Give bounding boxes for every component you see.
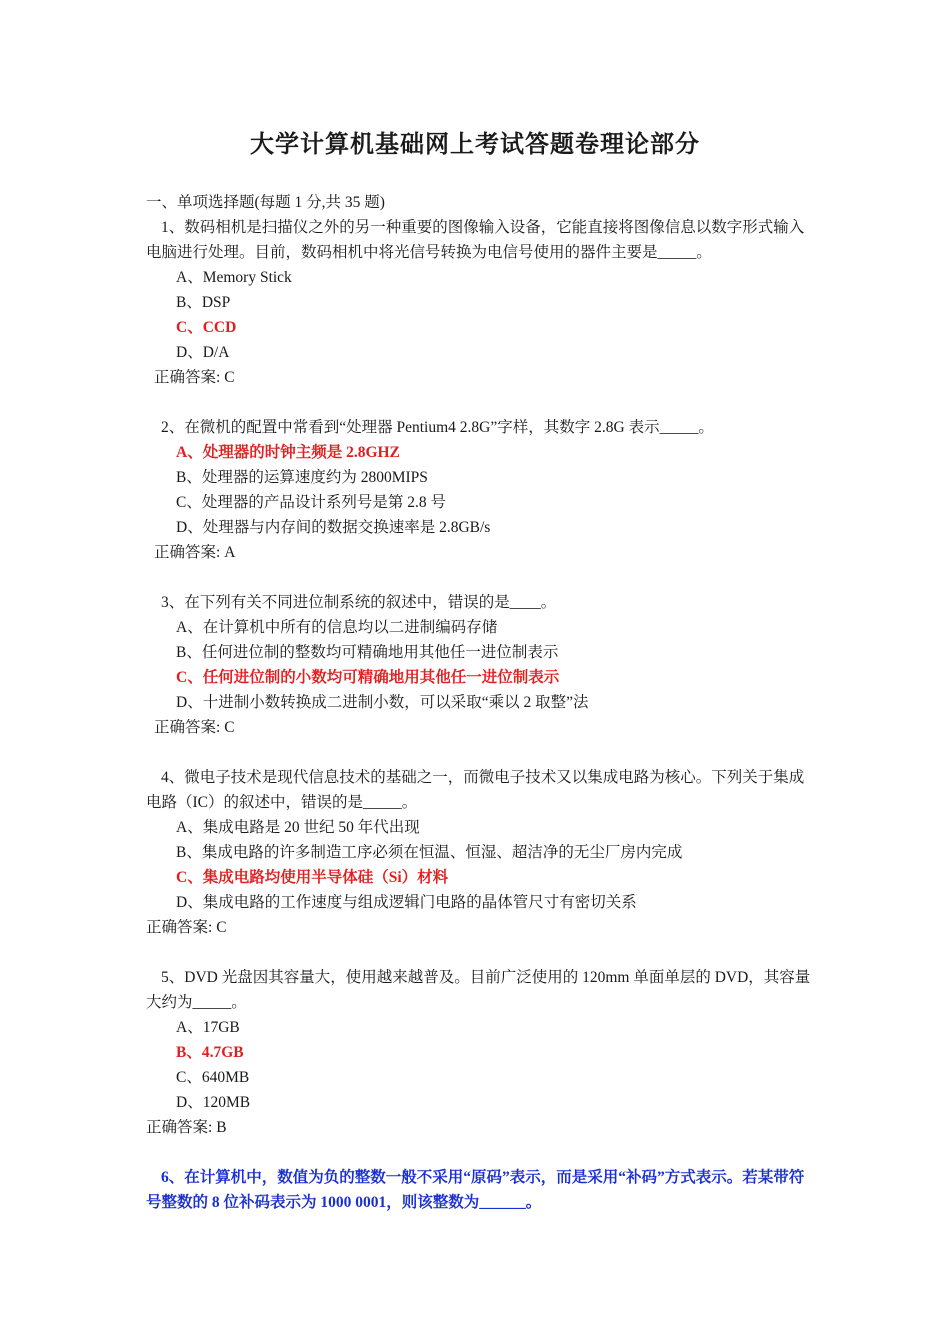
correct-answer xyxy=(146,540,811,565)
option-a-correct: A、处理器的时钟主频是 2.8GHZ xyxy=(176,444,400,461)
question-3 xyxy=(146,590,811,740)
option-c: C、处理器的产品设计系列号是第 2.8 号 xyxy=(176,494,446,511)
correct-answer xyxy=(146,365,811,390)
question-text: 4、微电子技术是现代信息技术的基础之一，而微电子技术又以集成电路为核心。下列关于集成电路（IC）的叙述中，错误的是_____。 xyxy=(146,769,805,811)
option-c: C、640MB xyxy=(176,1069,250,1086)
answer-prefix: 正确答案: xyxy=(154,369,225,386)
question-2 xyxy=(146,415,811,565)
option-d: D、集成电路的工作速度与组成逻辑门电路的晶体管尺寸有密切关系 xyxy=(176,894,637,911)
question-4 xyxy=(146,765,811,940)
option-c-correct: C、集成电路均使用半导体硅（Si）材料 xyxy=(176,869,449,886)
correct-answer xyxy=(146,715,811,740)
question-text: 3、在下列有关不同进位制系统的叙述中，错误的是____。 xyxy=(161,594,557,611)
answer-value: A xyxy=(224,544,236,561)
option-b: B、DSP xyxy=(176,294,231,311)
question-text: 5、DVD 光盘因其容量大，使用越来越普及。目前广泛使用的 120mm 单面单层的 DVD，其容量大约为_____。 xyxy=(146,969,811,1011)
question-5 xyxy=(146,965,811,1140)
correct-answer xyxy=(146,915,811,940)
answer-prefix: 正确答案: xyxy=(146,919,217,936)
question-text: 2、在微机的配置中常看到“处理器 Pentium4 2.8G”字样，其数字 2.8G 表示_____。 xyxy=(161,419,714,436)
option-a: A、Memory Stick xyxy=(176,269,292,286)
option-d: D、十进制小数转换成二进制小数，可以采取“乘以 2 取整”法 xyxy=(176,694,589,711)
correct-answer xyxy=(146,1115,811,1140)
section-heading: 一、单项选择题(每题 1 分,共 35 题) xyxy=(146,194,385,211)
answer-prefix: 正确答案: xyxy=(146,1119,217,1136)
answer-prefix: 正确答案: xyxy=(154,544,225,561)
option-d: D、120MB xyxy=(176,1094,251,1111)
option-b: B、任何进位制的整数均可精确地用其他任一进位制表示 xyxy=(176,644,559,661)
answer-prefix: 正确答案: xyxy=(154,719,225,736)
question-1 xyxy=(146,215,811,390)
exam-content xyxy=(146,190,811,1215)
page-title: 大学计算机基础网上考试答题卷理论部分 xyxy=(250,132,700,158)
question-text: 1、数码相机是扫描仪之外的另一种重要的图像输入设备，它能直接将图像信息以数字形式输入电脑进行处理。目前，数码相机中将光信号转换为电信号使用的器件主要是_____。 xyxy=(146,219,805,261)
option-a: A、17GB xyxy=(176,1019,240,1036)
option-c-correct: C、任何进位制的小数均可精确地用其他任一进位制表示 xyxy=(176,669,560,686)
answer-value: B xyxy=(216,1119,227,1136)
option-a: A、在计算机中所有的信息均以二进制编码存储 xyxy=(176,619,498,636)
option-c-correct: C、CCD xyxy=(176,319,237,336)
option-b: B、处理器的运算速度约为 2800MIPS xyxy=(176,469,428,486)
answer-value: C xyxy=(216,919,227,936)
option-d: D、处理器与内存间的数据交换速率是 2.8GB/s xyxy=(176,519,491,536)
question-6: 6、在计算机中，数值为负的整数一般不采用“原码”表示，而是采用“补码”方式表示。若某带符号整数的 8 位补码表示为 1000 0001，则该整数为______。 xyxy=(146,1169,805,1211)
answer-value: C xyxy=(224,369,235,386)
option-b-correct: B、4.7GB xyxy=(176,1044,244,1061)
option-a: A、集成电路是 20 世纪 50 年代出现 xyxy=(176,819,420,836)
option-d: D、D/A xyxy=(176,344,230,361)
option-b: B、集成电路的许多制造工序必须在恒温、恒湿、超洁净的无尘厂房内完成 xyxy=(176,844,683,861)
answer-value: C xyxy=(224,719,235,736)
